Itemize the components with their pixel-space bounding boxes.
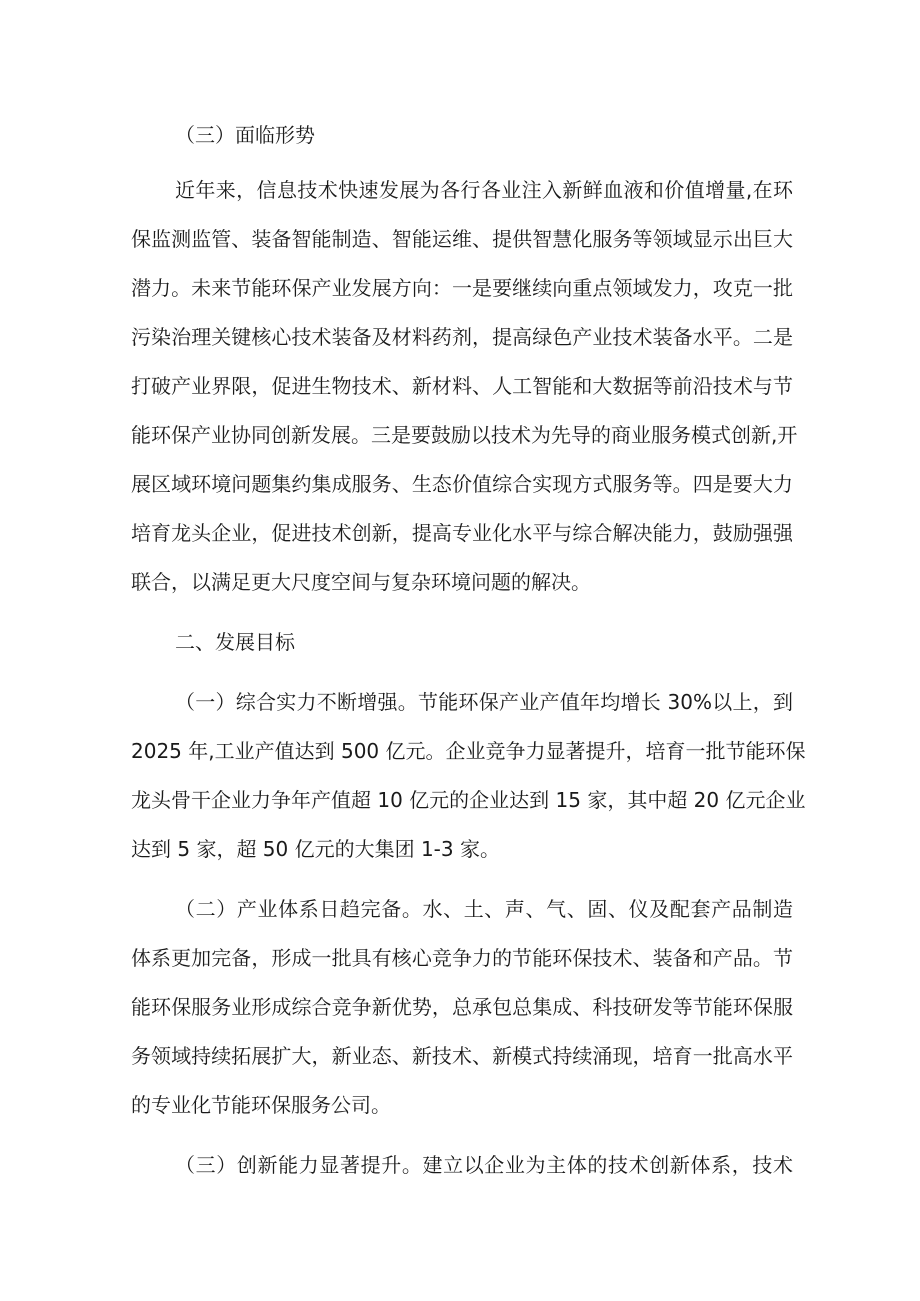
paragraph-line: 能环保产业协同创新发展。三是要鼓励以技术为先导的商业服务模式创新,开 xyxy=(131,423,798,447)
paragraph-line: （一）综合实力不断增强。节能环保产业产值年均增长 30%以上，到 xyxy=(175,690,793,714)
paragraph-line: 展区域环境问题集约集成服务、生态价值综合实现方式服务等。四是要大力 xyxy=(131,472,793,496)
paragraph-line: 污染治理关键核心技术装备及材料药剂，提高绿色产业技术装备水平。二是 xyxy=(131,325,793,349)
paragraph-line: 的专业化节能环保服务公司。 xyxy=(131,1093,391,1117)
section-heading-goals: 二、发展目标 xyxy=(175,630,295,654)
paragraph-line: 体系更加完备，形成一批具有核心竞争力的节能环保技术、装备和产品。节 xyxy=(131,946,793,970)
paragraph-line: （二）产业体系日趋完备。水、土、声、气、固、仪及配套产品制造 xyxy=(175,897,793,921)
section-heading-situation: （三）面临形势 xyxy=(175,123,315,147)
paragraph-line: 培育龙头企业，促进技术创新，提高专业化水平与综合解决能力，鼓励强强 xyxy=(131,521,793,545)
paragraph-line: 近年来，信息技术快速发展为各行各业注入新鲜血液和价值增量,在环 xyxy=(175,178,793,202)
paragraph-line: 保监测监管、装备智能制造、智能运维、提供智慧化服务等领域显示出巨大 xyxy=(131,227,793,251)
paragraph-line: （三）创新能力显著提升。建立以企业为主体的技术创新体系，技术 xyxy=(175,1153,793,1177)
paragraph-line: 打破产业界限，促进生物技术、新材料、人工智能和大数据等前沿技术与节 xyxy=(131,374,793,398)
paragraph-line: 能环保服务业形成综合竞争新优势，总承包总集成、科技研发等节能环保服 xyxy=(131,995,793,1019)
paragraph-line: 2025 年,工业产值达到 500 亿元。企业竞争力显著提升，培育一批节能环保 xyxy=(131,739,806,763)
paragraph-line: 联合，以满足更大尺度空间与复杂环境问题的解决。 xyxy=(131,570,591,594)
paragraph-line: 务领域持续拓展扩大，新业态、新技术、新模式持续涌现，培育一批高水平 xyxy=(131,1044,793,1068)
paragraph-line: 龙头骨干企业力争年产值超 10 亿元的企业达到 15 家，其中超 20 亿元企业 xyxy=(131,788,806,812)
paragraph-line: 达到 5 家，超 50 亿元的大集团 1-3 家。 xyxy=(131,837,500,861)
paragraph-line: 潜力。未来节能环保产业发展方向：一是要继续向重点领域发力，攻克一批 xyxy=(131,276,793,300)
